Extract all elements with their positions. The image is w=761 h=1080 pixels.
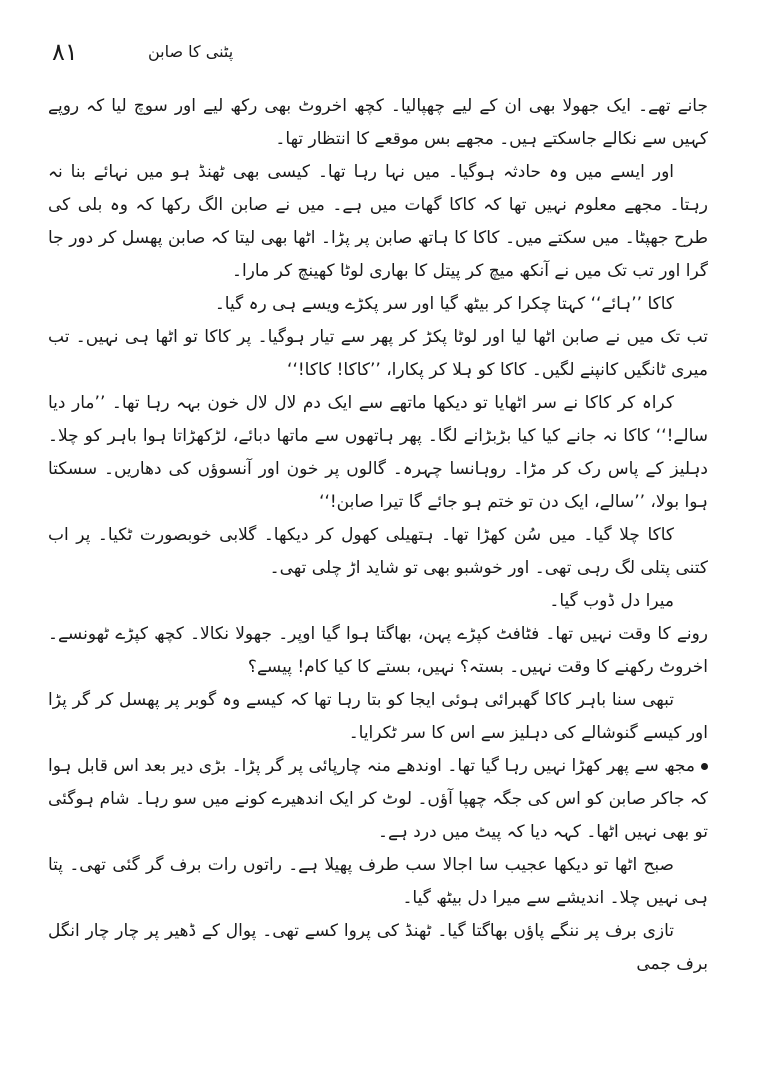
paragraph-text: مجھ سے پھر کھڑا نہیں رہا گیا تھا۔ اوندھے منہ چارپائی پر گر پڑا۔ بڑی دیر بعد اس قابل ہوا کہ جاکر صابن کو اس کی جگہ چھپا آؤں۔ لوٹ کر ایک اندھیرے کونے میں سو رہا۔ شام ہوگئی تو بھی نہیں اٹھا۔ کہہ دیا کہ پیٹ میں درد ہے۔: [48, 756, 708, 842]
paragraph: [48, 585, 708, 618]
paragraph: [48, 618, 708, 684]
paragraph: [48, 387, 708, 519]
paragraph: [48, 156, 708, 288]
paragraph: [48, 849, 708, 915]
paragraph-text: تبھی سنا باہر کاکا گھبرائی ہوئی ایجا کو بتا رہا تھا کہ کیسے وہ گوبر پر پھسل کر گر پڑا اور کیسے گنوشالے کی دہلیز سے اس کا سر ٹکرایا۔: [48, 690, 708, 743]
paragraph-text: صبح اٹھا تو دیکھا عجیب سا اجالا سب طرف پھیلا ہے۔ راتوں رات برف گر گئی تھی۔ پتا ہی نہیں چلا۔ اندیشے سے میرا دل بیٹھ گیا۔: [48, 855, 708, 908]
paragraph: [48, 750, 708, 849]
paragraph-text: جانے تھے۔ ایک جھولا بھی ان کے لیے چھپالیا۔ کچھ اخروٹ بھی رکھ لیے اور سوچ لیا کہ روپے کہیں سے نکالے جاسکتے ہیں۔ مجھے بس موقعے کا انتظار تھا۔: [48, 96, 708, 149]
paragraph: [48, 288, 708, 321]
running-title: پٹنی کا صابن: [148, 42, 234, 61]
paragraph: [48, 90, 708, 156]
paragraph-text: تازی برف پر ننگے پاؤں بھاگتا گیا۔ ٹھنڈ کی پروا کسے تھی۔ پوال کے ڈھیر پر چار چار انگل برف جمی: [48, 921, 708, 974]
paragraph: [48, 519, 708, 585]
paragraph-text: کاکا ’’ہائے‘‘ کہتا چکرا کر بیٹھ گیا اور سر پکڑے ویسے ہی رہ گیا۔: [214, 294, 674, 314]
paragraph: [48, 684, 708, 750]
paragraph: [48, 321, 708, 387]
bullet-mark-icon: [701, 763, 708, 770]
paragraph: [48, 915, 708, 981]
page-number: ٨١: [52, 38, 78, 66]
body-text: [48, 90, 708, 981]
paragraph-text: اور ایسے میں وہ حادثہ ہوگیا۔ میں نہا رہا تھا۔ کیسی بھی ٹھنڈ ہو میں نہائے بنا نہ رہتا۔ مجھے معلوم نہیں تھا کہ کاکا گھات میں ہے۔ میں نے صابن الگ رکھا کہ وہ بلی کی طرح جھپٹا۔ میں سکتے میں۔ کاکا کا ہاتھ صابن پر پڑا۔ اٹھا بھی لیتا کہ صابن پھسل کر دور جا گرا اور تب تک میں نے آنکھ میچ کر پیتل کا بھاری لوٹا کھینچ کر مارا۔: [48, 162, 708, 281]
paragraph-text: رونے کا وقت نہیں تھا۔ فٹافٹ کپڑے پہن، بھاگتا ہوا گیا اوپر۔ جھولا نکالا۔ کچھ کپڑے ٹھونسے۔ اخروٹ رکھنے کا وقت نہیں۔ بستہ؟ نہیں، بستے کا کیا کام! پیسے؟: [48, 624, 708, 677]
paragraph-text: میرا دل ڈوب گیا۔: [549, 591, 674, 611]
paragraph-text: کاکا چلا گیا۔ میں سُن کھڑا تھا۔ ہتھیلی کھول کر دیکھا۔ گلابی خوبصورت ٹکیا۔ پر اب کتنی پتلی لگ رہی تھی۔ اور خوشبو بھی تو شاید اڑ چلی تھی۔: [48, 525, 708, 578]
paragraph-text: کراہ کر کاکا نے سر اٹھایا تو دیکھا ماتھے سے ایک دم لال لال خون بہہ رہا تھا۔ ’’مار دیا سالے!‘‘ کاکا نہ جانے کیا کیا بڑبڑانے لگا۔ پھر ہاتھوں سے ماتھا دبائے، لڑکھڑاتا ہوا باہر کو چلا۔ دہلیز کے پاس رک کر مڑا۔ روہانسا چہرہ۔ گالوں پر خون اور آنسوؤں کی دھاریں۔ سسکتا ہوا بولا، ’’سالے، ایک دن تو ختم ہو جائے گا تیرا صابن!‘‘: [48, 393, 708, 512]
paragraph-text: تب تک میں نے صابن اٹھا لیا اور لوٹا پکڑ کر پھر سے تیار ہوگیا۔ پر کاکا تو اٹھا ہی نہیں۔ تب میری ٹانگیں کانپنے لگیں۔ کاکا کو ہلا کر پکارا، ’’کاکا! کاکا!‘‘: [48, 327, 708, 380]
